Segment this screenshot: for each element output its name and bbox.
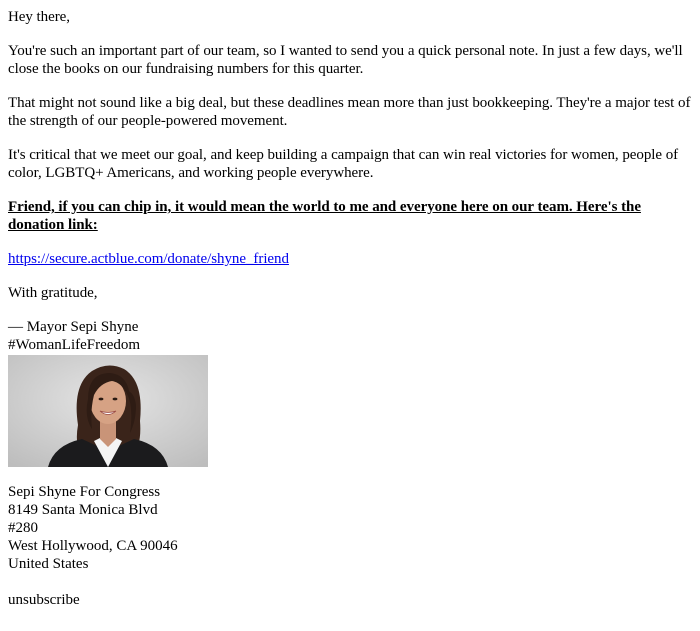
footer-city-state-zip: West Hollywood, CA 90046 (8, 538, 178, 554)
email-body (8, 8, 693, 609)
donation-ask: Friend, if you can chip in, it would mean the world to me and everyone here on our team. Here's the donation link: (8, 199, 641, 233)
signature-name: — Mayor Sepi Shyne (8, 319, 139, 335)
greeting: Hey there, (8, 9, 70, 25)
footer-address (8, 483, 693, 573)
closing: With gratitude, (8, 285, 98, 301)
footer-country: United States (8, 556, 89, 572)
paragraph-1: You're such an important part of our team, so I wanted to send you a quick personal note. In just a few days, we'll close the books on our fundraising numbers for this quarter. (8, 43, 683, 77)
candidate-photo (8, 355, 208, 467)
donation-link[interactable]: https://secure.actblue.com/donate/shyne_friend (8, 251, 289, 267)
signature (8, 318, 693, 354)
paragraph-3: It's critical that we meet our goal, and keep building a campaign that can win real victories for women, people of color, LGBTQ+ Americans, and working people everywhere. (8, 147, 679, 181)
signature-hashtag: #WomanLifeFreedom (8, 337, 141, 353)
footer-address-line1: 8149 Santa Monica Blvd (8, 502, 158, 518)
unsubscribe-link[interactable]: unsubscribe (8, 592, 80, 608)
footer-address-line2: #280 (8, 520, 38, 536)
paragraph-2: That might not sound like a big deal, but these deadlines mean more than just bookkeeping. They're a major test of the strength of our people-powered movement. (8, 95, 691, 129)
footer-org: Sepi Shyne For Congress (8, 484, 161, 500)
